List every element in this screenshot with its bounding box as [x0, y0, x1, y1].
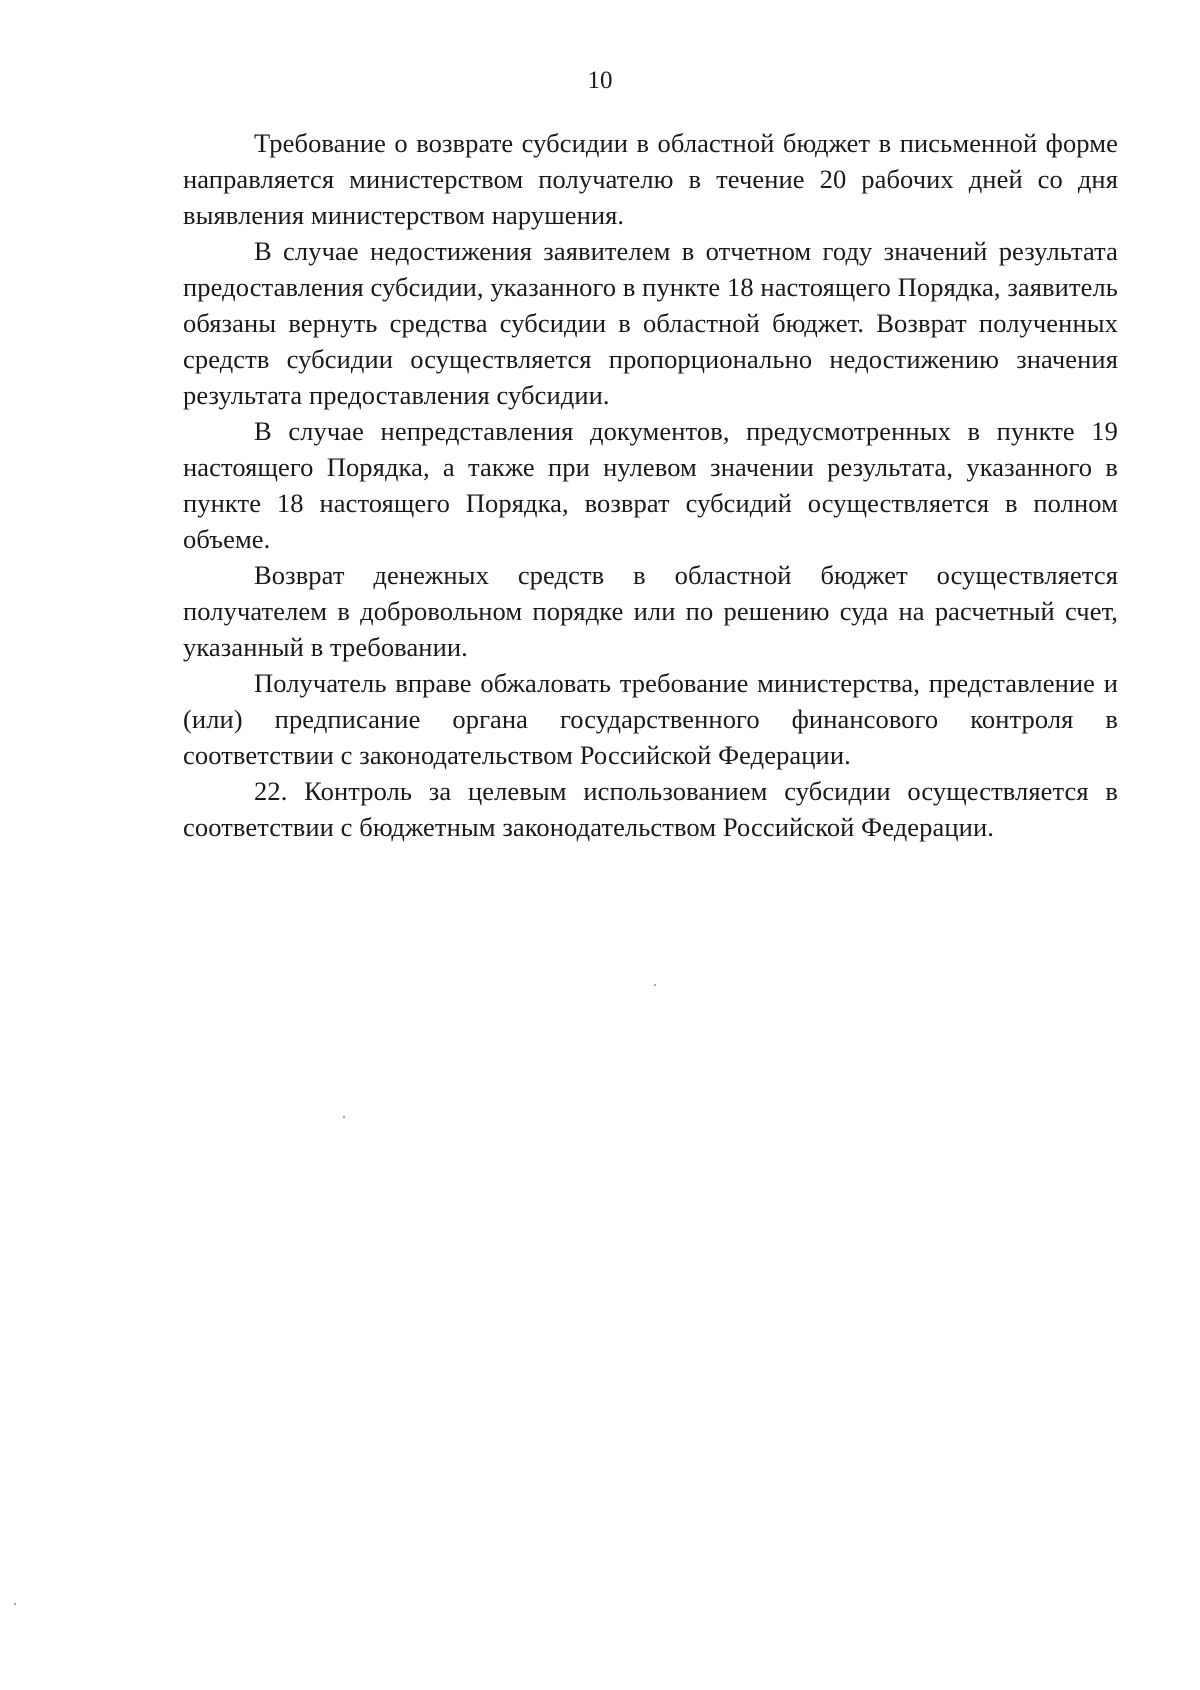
scan-speck	[343, 1116, 345, 1118]
document-body	[183, 125, 1118, 845]
scan-speck	[14, 1603, 16, 1605]
scan-speck	[654, 984, 656, 986]
paragraph-item-22-control: 22. Контроль за целевым использованием субсидии осуществляется в соответствии с бюджетным законодательством Российской Федерации.	[183, 776, 1118, 842]
paragraph-funds-return: Возврат денежных средств в областной бюджет осуществляется получателем в добровольном порядке или по решению суда на расчетный счет, указанный в требовании.	[183, 560, 1118, 662]
paragraph-result-not-achieved: В случае недостижения заявителем в отчетном году значений результата предоставления субсидии, указанного в пункте 18 настоящего Порядка, заявитель обязаны вернуть средства субсидии в областной бюджет. Возврат полученных средств субсидии осуществляется пропорционально недостижению значения результата предоставления субсидии.	[183, 236, 1118, 410]
page-number: 10	[587, 67, 613, 94]
paragraph-documents-not-submitted: В случае непредставления документов, предусмотренных в пункте 19 настоящего Порядка, а также при нулевом значении результата, указанного в пункте 18 настоящего Порядка, возврат субсидий осуществляется в полном объеме.	[183, 416, 1118, 554]
paragraph-appeal-right: Получатель вправе обжаловать требование министерства, представление и (или) предписание органа государственного финансового контроля в соответствии с законодательством Российской Федерации.	[183, 668, 1118, 770]
paragraph-refund-demand: Требование о возврате субсидии в областной бюджет в письменной форме направляется министерством получателю в течение 20 рабочих дней со дня выявления министерством нарушения.	[183, 128, 1118, 230]
